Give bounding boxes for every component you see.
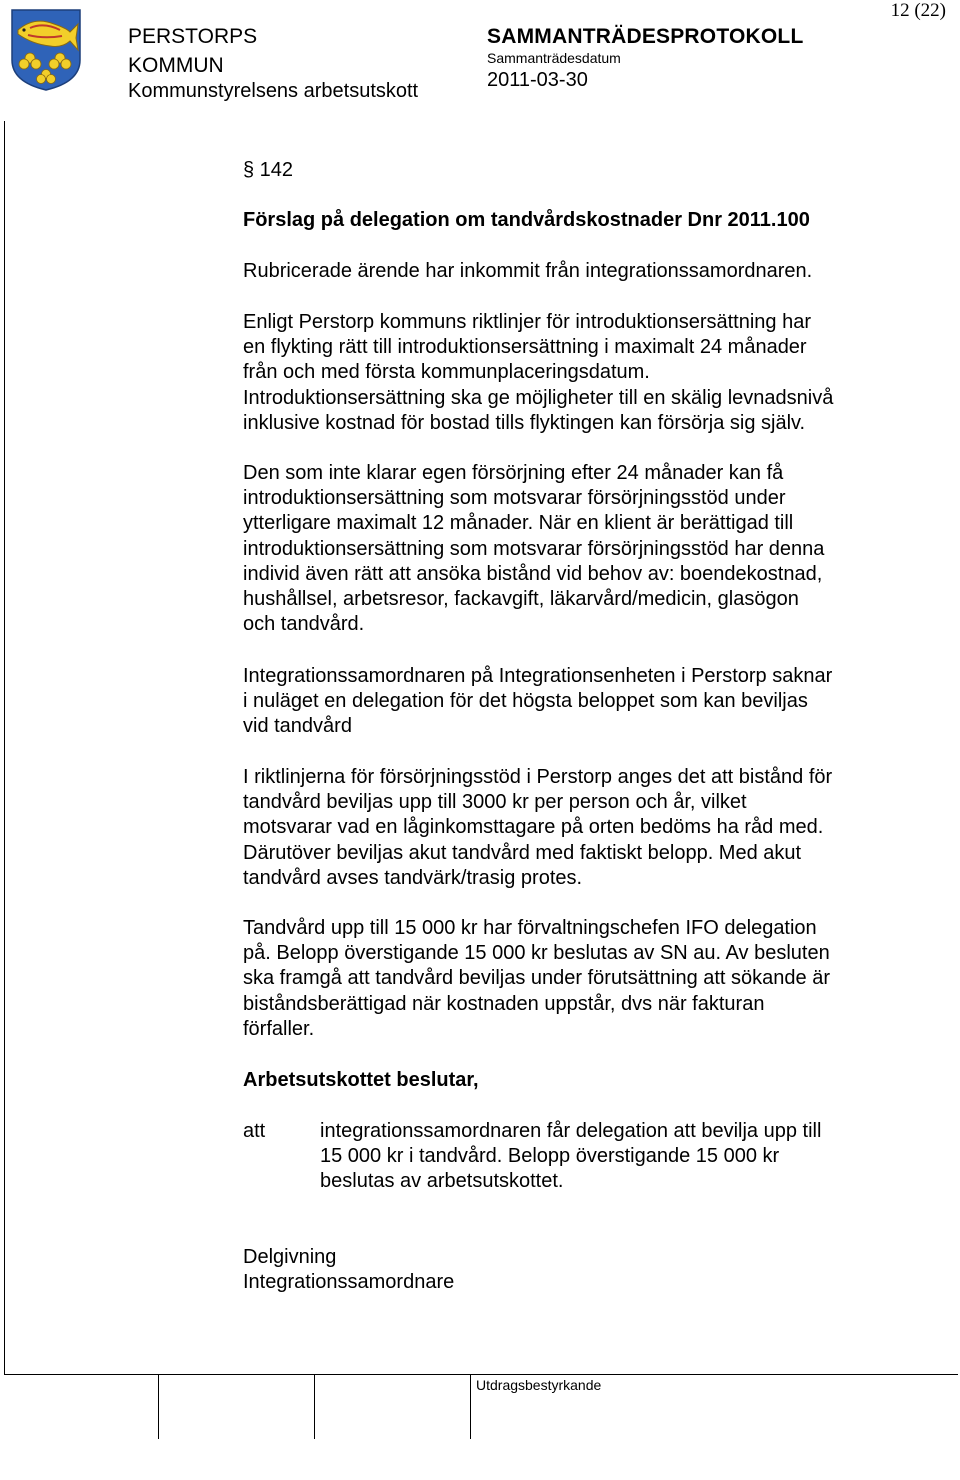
document-title: SAMMANTRÄDESPROTOKOLL [487, 25, 804, 48]
meeting-date-label: Sammanträdesdatum [487, 50, 621, 66]
paragraph: I riktlinjerna för försörjningsstöd i Perstorp anges det att bistånd för tandvård beviljas upp till 3000 kr per person och år, vilket motsvarar vad en låginkomsttagare på orten bedöms ha råd med. Därutöver beviljas akut tandvård med faktiskt belopp. Med akut tandvård avses tandvärk/trasig protes. [243, 766, 833, 889]
section-number: § 142 [243, 159, 294, 181]
section-heading: Förslag på delegation om tandvårdskostnader Dnr 2011.100 [243, 209, 810, 231]
extract-certification-label: Utdragsbestyrkande [476, 1377, 602, 1393]
decision-prefix: att [243, 1120, 266, 1142]
page-number: 12 (22) [890, 0, 946, 21]
paragraph: Den som inte klarar egen försörjning efter 24 månader kan få introduktionsersättning som motsvarar försörjningsstöd under ytterligare maximalt 12 månader. När en klient är berättigad till introduktionsersättning som motsvarar försörjningsstöd har denna individ även rätt att ansöka bistånd vid behov av: boendekostnad, hushållsel, arbetsresor, fackavgift, läkarvård/medicin, glasögon och tandvård. [243, 462, 825, 636]
footer-rule [4, 1374, 958, 1375]
paragraph: Tandvård upp till 15 000 kr har förvaltningschefen IFO delegation på. Belopp överstigande 15 000 kr beslutas av SN au. Av besluten ska framgå att tandvård beviljas under förutsättning att sökande är biståndsberättigad när kostnaden uppstår, dvs när fakturan förfaller. [243, 917, 831, 1040]
paragraph: Integrationssamordnaren på Integrationsenheten i Perstorp saknar i nuläget en delegation för det högsta beloppet som kan beviljas vid tandvård [243, 665, 833, 738]
signature-box-divider [314, 1375, 315, 1439]
distribution-list: Delgivning Integrationssamordnare [243, 1246, 455, 1294]
left-margin-rule [4, 121, 5, 1375]
decision-text: integrationssamordnaren får delegation att bevilja upp till 15 000 kr i tandvård. Belopp överstigande 15 000 kr beslutas av arbetsutskottet. [320, 1120, 822, 1193]
signature-box-divider [470, 1375, 471, 1439]
paragraph: Enligt Perstorp kommuns riktlinjer för introduktionsersättning har en flykting rätt till introduktionsersättning i maximalt 24 månader från och med första kommunplaceringsdatum. Introduktionsersättning ska ge möjligheter till en skälig levnadsnivå inklusive kostnad för bostad tills flyktingen kan försörja sig själv. [243, 311, 834, 434]
signature-box-divider [158, 1375, 159, 1439]
meeting-date: 2011-03-30 [487, 69, 588, 91]
decision-heading: Arbetsutskottet beslutar, [243, 1069, 479, 1091]
paragraph: Rubricerade ärende har inkommit från integrationssamordnaren. [243, 260, 813, 282]
org-name-line1: PERSTORPS [128, 25, 258, 48]
coat-of-arms-icon [10, 8, 82, 92]
committee-name: Kommunstyrelsens arbetsutskott [128, 80, 419, 102]
org-name-line2: KOMMUN [128, 54, 224, 77]
